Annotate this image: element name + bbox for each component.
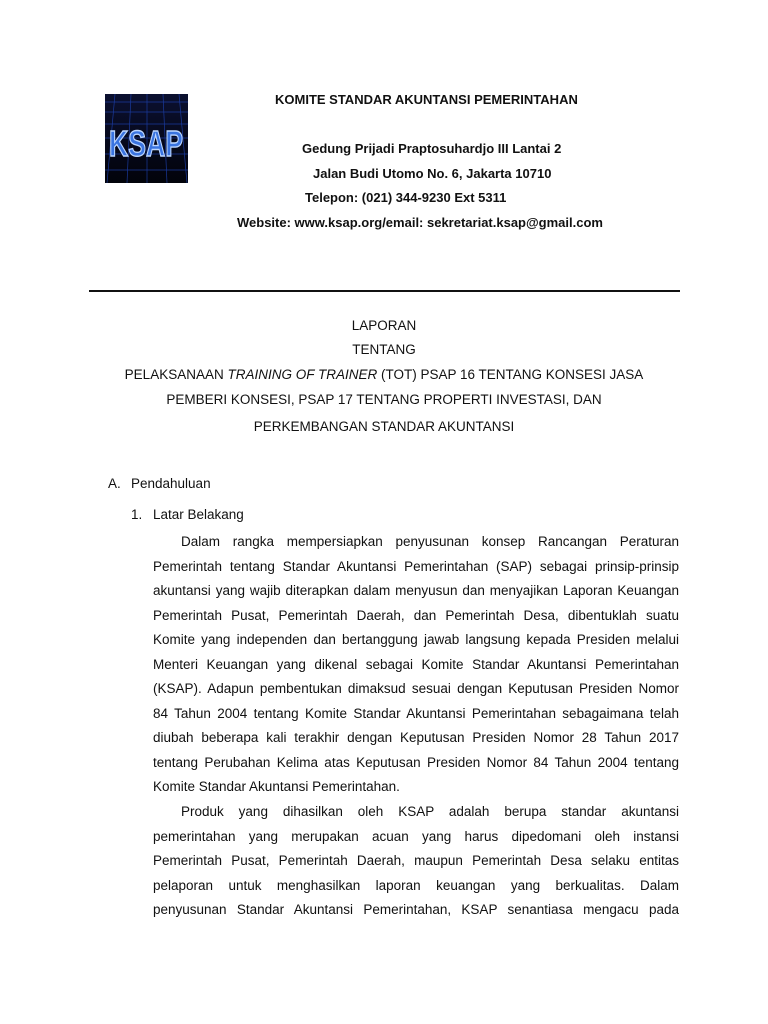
paragraph-line: akuntansi yang wajib diterapkan dalam menyusun dan menyajikan Laporan Keuangan xyxy=(153,583,679,598)
paragraph-line: Pemerintah Pusat, Pemerintah Daerah, maupun Pemerintah Desa selaku entitas xyxy=(153,853,679,868)
paragraph-line: Pemerintah Pusat, Pemerintah Daerah, dan Pemerintah Desa, dibentuklah suatu xyxy=(153,607,679,623)
subsection-number: 1. xyxy=(131,507,143,522)
title-line-3-post: (TOT) PSAP 16 TENTANG KONSESI JASA xyxy=(377,367,644,382)
paragraph-line: pelaporan untuk menghasilkan laporan keuangan yang berkualitas. Dalam xyxy=(153,877,679,893)
subsection-title: Latar Belakang xyxy=(153,507,244,522)
paragraph-line: (KSAP). Adapun pembentukan dimaksud sesuai dengan Keputusan Presiden Nomor xyxy=(153,681,679,696)
phone-text: Telepon: (021) 344-9230 Ext 5311 xyxy=(305,190,507,205)
paragraph-line: pemerintahan yang merupakan acuan yang harus dipedomani oleh instansi xyxy=(153,828,679,844)
title-line-1: LAPORAN xyxy=(351,318,417,333)
ksap-logo xyxy=(105,94,188,183)
paragraph-line: penyusunan Standar Akuntansi Pemerintahan, KSAP senantiasa mengacu pada xyxy=(153,902,679,917)
paragraph-line: Produk yang dihasilkan oleh KSAP adalah berupa standar akuntansi xyxy=(181,804,679,819)
header-divider xyxy=(89,290,680,292)
paragraph-line: tentang Perubahan Kelima atas Keputusan Presiden Nomor 84 Tahun 2004 tentang xyxy=(153,754,679,770)
paragraph-line: Dalam rangka mempersiapkan penyusunan konsep Rancangan Peraturan xyxy=(181,534,679,549)
paragraph-line: Pemerintah tentang Standar Akuntansi Pemerintahan (SAP) sebagai prinsip-prinsip xyxy=(153,558,679,574)
paragraph-2 xyxy=(153,800,679,923)
paragraph-line: Komite yang independen dan bertanggung jawab langsung kepada Presiden melalui xyxy=(153,632,679,647)
paragraph-1 xyxy=(153,530,679,800)
title-line-2: TENTANG xyxy=(352,342,416,357)
title-line-3 xyxy=(0,367,768,383)
ksap-logo-text: KSAP xyxy=(109,123,183,164)
title-line-4: PEMBERI KONSESI, PSAP 17 TENTANG PROPERTI INVESTASI, DAN xyxy=(166,392,602,407)
website-text: Website: www.ksap.org/email: sekretariat.ksap@gmail.com xyxy=(237,215,603,230)
building-text: Gedung Prijadi Praptosuhardjo III Lantai 2 xyxy=(302,141,562,156)
org-name-text: KOMITE STANDAR AKUNTANSI PEMERINTAHAN xyxy=(275,92,578,107)
paragraph-line: diubah beberapa kali terakhir dengan Keputusan Presiden Nomor 28 Tahun 2017 xyxy=(153,730,679,745)
paragraph-line: Menteri Keuangan yang dikenal sebagai Komite Standar Akuntansi Pemerintahan xyxy=(153,656,679,672)
section-title: Pendahuluan xyxy=(131,476,211,491)
title-line-5: PERKEMBANGAN STANDAR AKUNTANSI xyxy=(253,419,515,434)
paragraph-line: 84 Tahun 2004 tentang Komite Standar Akuntansi Pemerintahan sebagaimana telah xyxy=(153,705,679,721)
paragraph-line: Komite Standar Akuntansi Pemerintahan. xyxy=(153,779,400,794)
section-letter: A. xyxy=(108,476,121,491)
title-line-3-italic: TRAINING OF TRAINER xyxy=(227,367,378,382)
title-line-3-pre: PELAKSANAAN xyxy=(124,367,228,382)
street-text: Jalan Budi Utomo No. 6, Jakarta 10710 xyxy=(313,166,552,181)
